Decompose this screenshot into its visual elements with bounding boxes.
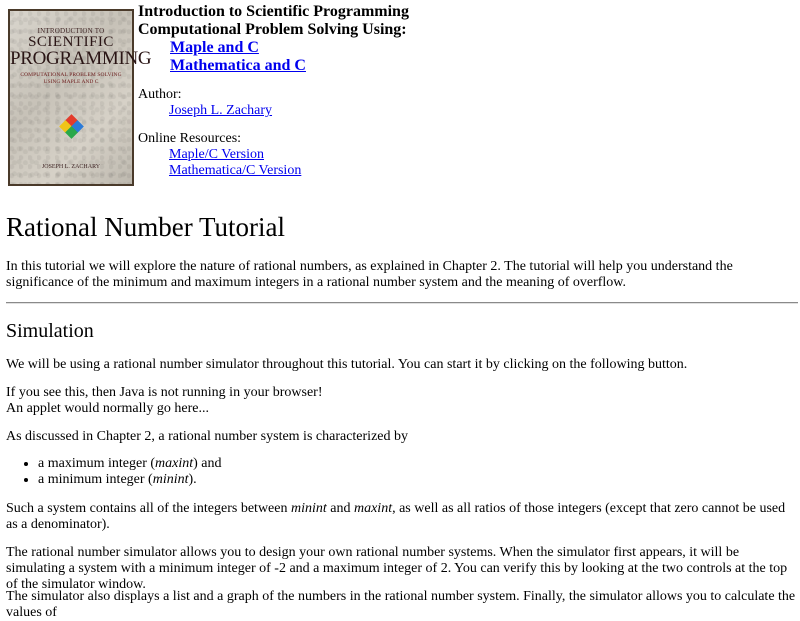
cover-line-intro: INTRODUCTION TO (37, 27, 105, 35)
list-item: • a minimum integer (minint). (38, 472, 222, 488)
page-title: Rational Number Tutorial (6, 212, 285, 242)
cover-emblem-icon (61, 116, 81, 136)
applet-placeholder (6, 385, 796, 417)
resource-link-maple[interactable]: Maple/C Version (169, 147, 265, 162)
characterization-paragraph: As discussed in Chapter 2, a rational number system is characterized by (6, 429, 408, 444)
simulator-list-paragraph: The simulator also displays a list and a graph of the numbers in the rational number system. Finally, the simulator allows you to calculate the values of (6, 589, 796, 620)
applet-fallback-line2: An applet would normally go here... (6, 401, 209, 416)
resource-link-mathematica[interactable]: Mathematica/C Version (169, 163, 302, 178)
edition-link-maple[interactable]: Maple and C (170, 39, 259, 56)
cover-line-subtitle2: USING MAPLE AND C (43, 79, 99, 85)
cover-line-scientific: SCIENTIFIC (28, 34, 114, 50)
simulation-paragraph: We will be using a rational number simulator throughout this tutorial. You can start it by clicking on the following button. (6, 357, 688, 372)
book-info-header (138, 3, 788, 179)
applet-fallback-line1: If you see this, then Java is not running in your browser! (6, 385, 323, 400)
book-subtitle: Computational Problem Solving Using: (138, 21, 407, 38)
book-title: Introduction to Scientific Programming (138, 3, 409, 20)
cover-author: JOSEPH L. ZACHARY (41, 164, 101, 170)
edition-link-mathematica[interactable]: Mathematica and C (170, 57, 306, 74)
book-cover-image (8, 9, 152, 186)
contains-paragraph: Such a system contains all of the integers between minint and maxint, as well as all ratios of those integers (except that zero cannot be used as a denominator). (6, 501, 786, 532)
resources-label: Online Resources: (138, 131, 242, 146)
simulator-description-paragraph: The rational number simulator allows you to design your own rational number systems. When the simulator first appears, it will be simulating a system with a minimum integer of -2 and a maximum integer of 2. You can verify this by looking at the two controls at the top of the simulator window. (6, 545, 788, 592)
cover-line-subtitle: COMPUTATIONAL PROBLEM SOLVING (20, 72, 122, 78)
section-divider (6, 302, 798, 304)
section-heading-simulation: Simulation (6, 320, 94, 342)
list-item: • a maximum integer (maxint) and (38, 456, 222, 472)
author-link[interactable]: Joseph L. Zachary (169, 103, 273, 118)
intro-paragraph: In this tutorial we will explore the nature of rational numbers, as explained in Chapter 2. The tutorial will help you understand the significance of the minimum and maximum integers in a rational number system and the meaning of overflow. (6, 259, 733, 290)
cover-line-programming: PROGRAMMING (10, 48, 152, 69)
characterization-list (6, 456, 222, 488)
author-label: Author: (138, 87, 182, 102)
